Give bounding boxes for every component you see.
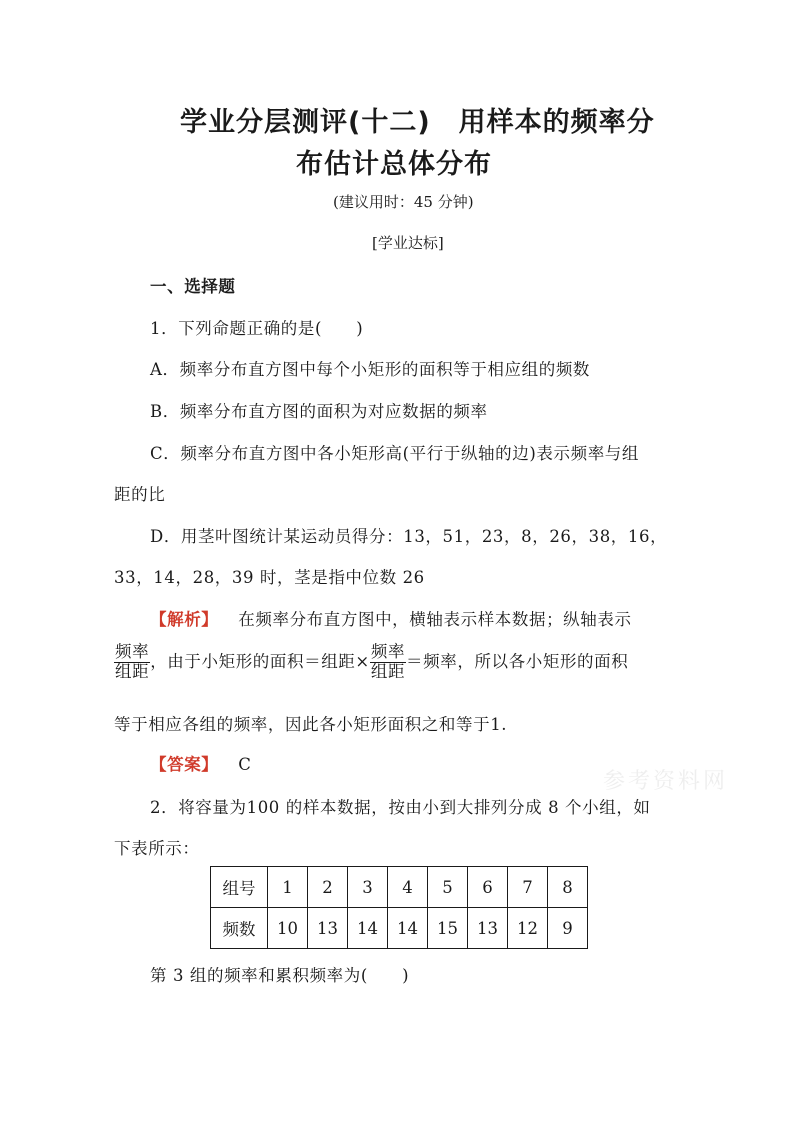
q2-stem-line2: 下表所示： xyxy=(114,839,200,858)
table-cell: 9 xyxy=(548,908,588,949)
fraction-1-denominator: 组距 xyxy=(115,661,150,681)
table-cell: 14 xyxy=(348,908,388,949)
page-title-line2: 布估计总体分布 xyxy=(296,149,492,180)
table-row-frequency xyxy=(211,908,588,949)
q1-option-b: B．频率分布直方图的面积为对应数据的频率 xyxy=(150,402,488,421)
watermark: 参考资料网 xyxy=(603,769,729,794)
table-header-frequency: 频数 xyxy=(211,908,268,949)
time-note: (建议用时：45 分钟) xyxy=(333,193,474,211)
q1-analysis-line1 xyxy=(150,606,632,630)
q1-option-d-line2: 33，14，28，39 时，茎是指中位数 26 xyxy=(114,568,425,587)
q1-answer xyxy=(150,751,252,775)
fraction-2 xyxy=(370,643,406,682)
table-cell: 1 xyxy=(268,867,308,908)
table-cell: 10 xyxy=(268,908,308,949)
table-cell: 13 xyxy=(308,908,348,949)
q1-analysis-line3: 等于相应各组的频率，因此各小矩形面积之和等于1. xyxy=(114,715,508,734)
fraction-1-numerator: 频率 xyxy=(115,642,150,661)
q1-analysis-line2 xyxy=(114,643,628,682)
analysis-text-1: 在频率分布直方图中，横轴表示样本数据；纵轴表示 xyxy=(238,610,632,629)
answer-value: C xyxy=(238,755,252,774)
fraction-1 xyxy=(114,643,150,682)
table-cell: 2 xyxy=(308,867,348,908)
section-label: [学业达标] xyxy=(372,234,444,252)
table-cell: 4 xyxy=(388,867,428,908)
table-cell: 3 xyxy=(348,867,388,908)
q1-option-c-line2: 距的比 xyxy=(114,485,166,504)
part-heading: 一、选择题 xyxy=(150,277,236,296)
frequency-table xyxy=(210,866,588,949)
table-cell: 7 xyxy=(508,867,548,908)
analysis-tag: 【解析】 xyxy=(150,610,219,629)
table-cell: 8 xyxy=(548,867,588,908)
table-cell: 6 xyxy=(468,867,508,908)
q1-option-a: A．频率分布直方图中每个小矩形的面积等于相应组的频数 xyxy=(150,360,591,379)
table-row-group xyxy=(211,867,588,908)
table-cell: 14 xyxy=(388,908,428,949)
table-cell: 12 xyxy=(508,908,548,949)
q1-stem: 1．下列命题正确的是( ) xyxy=(150,319,364,338)
table-cell: 15 xyxy=(428,908,468,949)
q1-option-c-line1: C．频率分布直方图中各小矩形高(平行于纵轴的边)表示频率与组 xyxy=(150,444,639,463)
fraction-2-numerator: 频率 xyxy=(370,642,406,661)
analysis-text-2a: ，由于小矩形的面积＝组距× xyxy=(150,651,370,671)
table-cell: 13 xyxy=(468,908,508,949)
q2-question: 第 3 组的频率和累积频率为( ) xyxy=(150,966,410,985)
page-title-line1: 学业分层测评(十二) 用样本的频率分 xyxy=(180,107,655,138)
table-header-group: 组号 xyxy=(211,867,268,908)
analysis-text-2b: ＝频率，所以各小矩形的面积 xyxy=(406,651,629,671)
fraction-2-denominator: 组距 xyxy=(370,661,406,681)
q1-option-d-line1: D．用茎叶图统计某运动员得分：13，51，23，8，26，38，16， xyxy=(150,527,668,546)
q2-stem-line1: 2．将容量为100 的样本数据，按由小到大排列分成 8 个小组，如 xyxy=(150,798,651,817)
table-cell: 5 xyxy=(428,867,468,908)
answer-tag: 【答案】 xyxy=(150,755,219,774)
